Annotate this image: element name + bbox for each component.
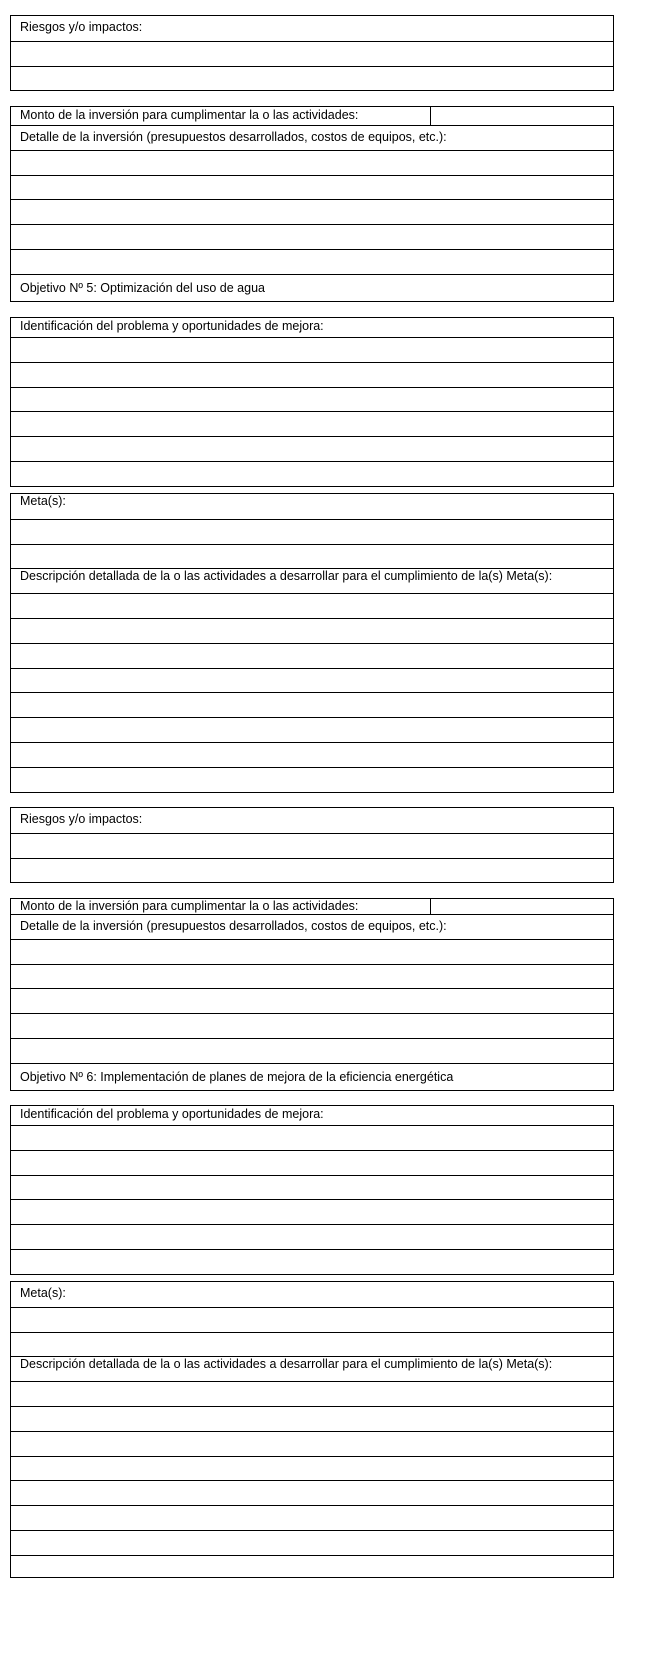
descripcion-label: Descripción detallada de la o las actividades a desarrollar para el cumplimiento de la(s) Meta(s):: [20, 1357, 553, 1372]
objetivo-row: [11, 274, 613, 301]
monto-label: Monto de la inversión para cumplimentar la o las actividades:: [20, 108, 359, 122]
identificacion-input-row[interactable]: [11, 436, 613, 461]
detalle-header-row: [11, 914, 613, 939]
riesgos-header-row: [11, 808, 613, 833]
identificacion-table-1: [10, 317, 614, 487]
detalle-input-row[interactable]: [11, 1013, 613, 1038]
meta-label: Meta(s):: [20, 1286, 66, 1300]
descripcion-input-row[interactable]: [11, 1480, 613, 1505]
descripcion-input-row[interactable]: [11, 767, 613, 792]
identificacion-input-row[interactable]: [11, 362, 613, 387]
descripcion-input-row[interactable]: [11, 1505, 613, 1530]
meta-table-2: [10, 1281, 614, 1578]
riesgos-input-row[interactable]: [11, 66, 613, 91]
descripcion-input-row[interactable]: [11, 1406, 613, 1431]
identificacion-label: Identificación del problema y oportunidades de mejora:: [20, 319, 324, 333]
riesgos-table-1: [10, 15, 614, 91]
identificacion-header-row: [11, 318, 613, 337]
identificacion-input-row[interactable]: [11, 337, 613, 362]
riesgos-label: Riesgos y/o impactos:: [20, 20, 143, 34]
identificacion-input-row[interactable]: [11, 461, 613, 486]
descripcion-input-row[interactable]: [11, 593, 613, 618]
detalle-input-row[interactable]: [11, 1038, 613, 1063]
descripcion-input-row[interactable]: [11, 1381, 613, 1406]
inversion-table-2: [10, 898, 614, 1091]
monto-value-cell[interactable]: [430, 107, 431, 125]
objetivo-row: [11, 1063, 613, 1090]
descripcion-input-row[interactable]: [11, 742, 613, 767]
descripcion-input-row[interactable]: [11, 1456, 613, 1481]
identificacion-input-row[interactable]: [11, 1224, 613, 1249]
meta-input-row[interactable]: [11, 544, 613, 569]
identificacion-table-2: [10, 1105, 614, 1275]
detalle-label: Detalle de la inversión (presupuestos desarrollados, costos de equipos, etc.):: [20, 130, 447, 144]
identificacion-input-row[interactable]: [11, 1175, 613, 1200]
identificacion-input-row[interactable]: [11, 1125, 613, 1150]
descripcion-header-row: [11, 1356, 613, 1381]
identificacion-header-row: [11, 1106, 613, 1125]
monto-value-cell[interactable]: [430, 899, 431, 914]
detalle-input-row[interactable]: [11, 249, 613, 274]
detalle-input-row[interactable]: [11, 939, 613, 964]
meta-input-row[interactable]: [11, 1307, 613, 1332]
descripcion-input-row[interactable]: [11, 1431, 613, 1456]
riesgos-input-row[interactable]: [11, 858, 613, 883]
descripcion-input-row[interactable]: [11, 1555, 613, 1577]
meta-header-row: [11, 1282, 613, 1307]
objetivo-5-title: Objetivo Nº 5: Optimización del uso de agua: [20, 280, 265, 295]
monto-row: [11, 107, 613, 125]
riesgos-table-2: [10, 807, 614, 883]
descripcion-input-row[interactable]: [11, 618, 613, 643]
descripcion-input-row[interactable]: [11, 1530, 613, 1555]
meta-header-row: [11, 494, 613, 519]
descripcion-input-row[interactable]: [11, 717, 613, 742]
inversion-table-1: [10, 106, 614, 302]
identificacion-input-row[interactable]: [11, 411, 613, 436]
meta-table-1: [10, 493, 614, 793]
monto-label: Monto de la inversión para cumplimentar la o las actividades:: [20, 899, 359, 913]
descripcion-input-row[interactable]: [11, 668, 613, 693]
identificacion-input-row[interactable]: [11, 1199, 613, 1224]
monto-row: [11, 899, 613, 914]
detalle-input-row[interactable]: [11, 988, 613, 1013]
identificacion-input-row[interactable]: [11, 1249, 613, 1274]
identificacion-label: Identificación del problema y oportunidades de mejora:: [20, 1107, 324, 1121]
riesgos-label: Riesgos y/o impactos:: [20, 812, 143, 826]
detalle-input-row[interactable]: [11, 964, 613, 989]
meta-input-row[interactable]: [11, 519, 613, 544]
detalle-header-row: [11, 125, 613, 150]
descripcion-input-row[interactable]: [11, 643, 613, 668]
detalle-input-row[interactable]: [11, 150, 613, 175]
descripcion-label: Descripción detallada de la o las actividades a desarrollar para el cumplimiento de la(s) Meta(s):: [20, 569, 553, 584]
detalle-label: Detalle de la inversión (presupuestos desarrollados, costos de equipos, etc.):: [20, 919, 447, 933]
meta-label: Meta(s):: [20, 494, 66, 508]
detalle-input-row[interactable]: [11, 175, 613, 200]
meta-input-row[interactable]: [11, 1332, 613, 1357]
identificacion-input-row[interactable]: [11, 1150, 613, 1175]
riesgos-input-row[interactable]: [11, 833, 613, 858]
riesgos-input-row[interactable]: [11, 41, 613, 66]
descripcion-header-row: [11, 568, 613, 593]
identificacion-input-row[interactable]: [11, 387, 613, 412]
detalle-input-row[interactable]: [11, 199, 613, 224]
objetivo-6-title: Objetivo Nº 6: Implementación de planes de mejora de la eficiencia energética: [20, 1069, 454, 1084]
riesgos-header-row: [11, 16, 613, 41]
descripcion-input-row[interactable]: [11, 692, 613, 717]
detalle-input-row[interactable]: [11, 224, 613, 249]
